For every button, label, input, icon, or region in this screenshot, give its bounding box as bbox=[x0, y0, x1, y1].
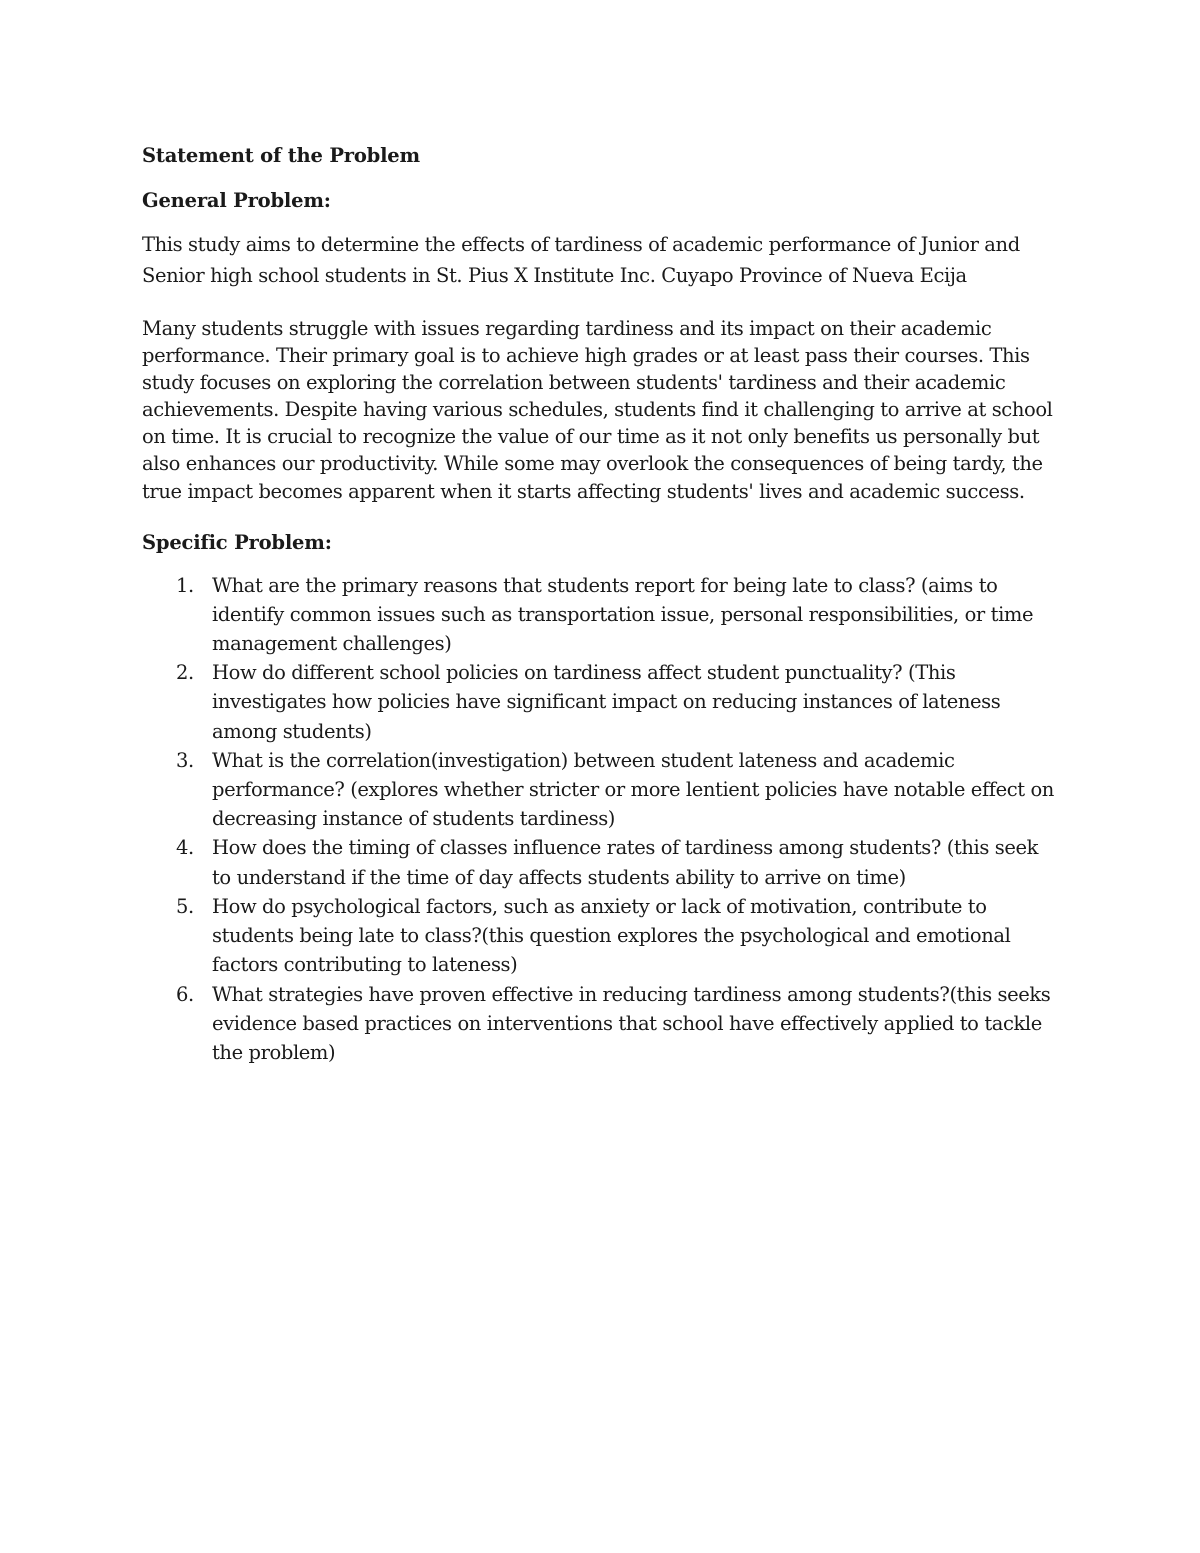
specific-problem-item bbox=[142, 746, 1062, 834]
tardiness-paragraph: Many students struggle with issues regarding tardiness and its impact on their academic performance. Their primary goal is to achieve high grades or at least pass their courses. This study focuses on exploring the correlation between students' tardiness and their academic achievements. Despite having various schedules, students find it challenging to arrive at school on time. It is crucial to recognize the value of our time as it not only benefits us personally but also enhances our productivity. While some may overlook the consequences of being tardy, the true impact becomes apparent when it starts affecting students' lives and academic success. bbox=[142, 317, 1053, 503]
list-number: 3. bbox=[176, 748, 194, 772]
list-number: 5. bbox=[176, 894, 194, 918]
list-number: 2. bbox=[176, 661, 194, 685]
list-number: 6. bbox=[176, 982, 194, 1006]
problem-text: What are the primary reasons that students report for being late to class? (aims to identify common issues such as transportation issue, personal responsibilities, or time management challenges) bbox=[212, 573, 1034, 656]
problem-text: How does the timing of classes influence rates of tardiness among students? (this seek to understand if the time of day affects students ability to arrive on time) bbox=[212, 836, 1039, 889]
specific-problem-item bbox=[142, 980, 1062, 1068]
specific-problem-heading: Specific Problem: bbox=[142, 530, 332, 554]
specific-problem-item bbox=[142, 833, 1062, 891]
document-title: Statement of the Problem bbox=[142, 144, 420, 167]
specific-problem-item bbox=[142, 892, 1062, 980]
problem-text: What is the correlation(investigation) between student lateness and academic performance? (explores whether stricter or more lentient policies have notable effect on decreasing instance of students tardiness) bbox=[212, 748, 1054, 831]
problem-text: How do psychological factors, such as anxiety or lack of motivation, contribute to students being late to class?(this question explores the psychological and emotional factors contributing to lateness) bbox=[212, 894, 1011, 977]
general-problem-heading: General Problem: bbox=[142, 189, 331, 212]
list-number: 4. bbox=[176, 836, 194, 860]
problem-text: What strategies have proven effective in reducing tardiness among students?(this seeks evidence based practices on interventions that school have effectively applied to tackle the problem) bbox=[212, 982, 1051, 1064]
document-content bbox=[142, 142, 1062, 1067]
specific-problem-item bbox=[142, 658, 1062, 746]
specific-problem-item bbox=[142, 571, 1062, 659]
list-number: 1. bbox=[176, 573, 194, 597]
general-problem-text: This study aims to determine the effects of tardiness of academic performance of Junior and Senior high school students in St. Pius X Institute Inc. Cuyapo Province of Nueva Ecija bbox=[142, 233, 1020, 287]
specific-problem-list bbox=[142, 571, 1062, 1067]
problem-text: How do different school policies on tardiness affect student punctuality? (This investigates how policies have significant impact on reducing instances of lateness among students) bbox=[212, 661, 1001, 743]
